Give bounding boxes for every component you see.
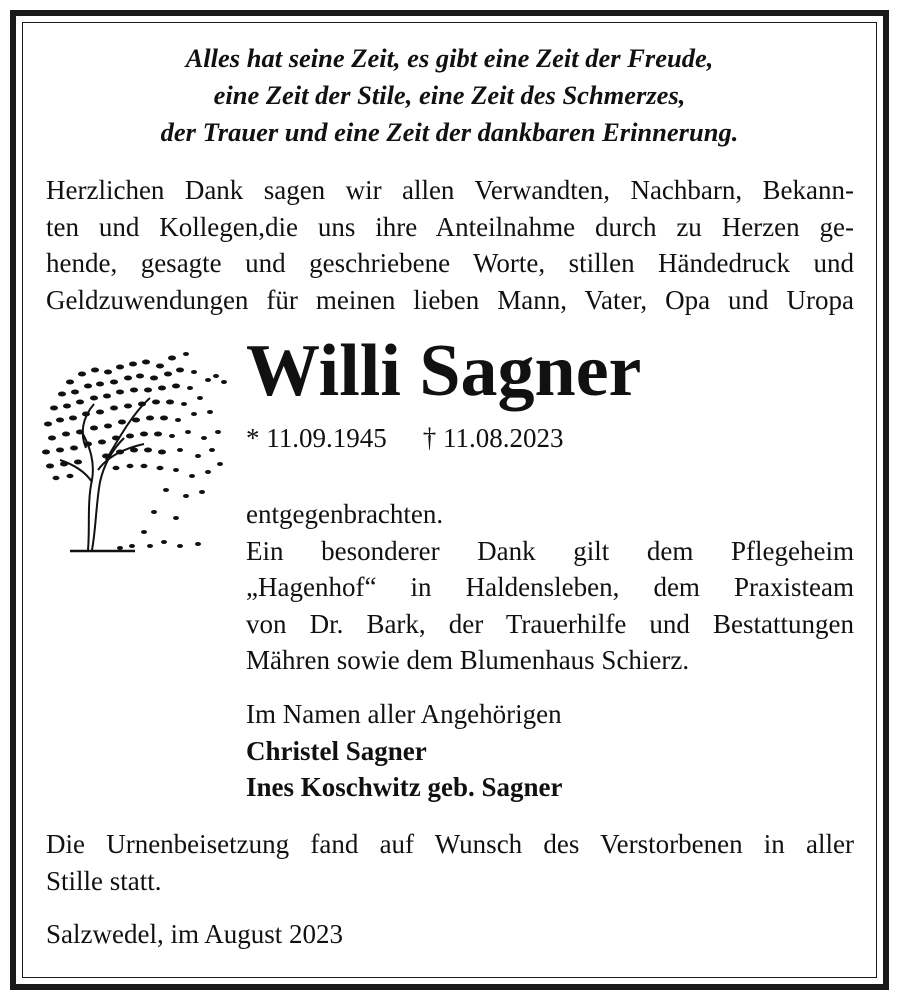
urn-notice <box>46 826 854 899</box>
signature-block <box>246 696 563 806</box>
urn-line: Die Urnenbeisetzung fand auf Wunsch des Verstorbenen in aller <box>46 829 854 859</box>
motto-line: der Trauer und eine Zeit der dankbaren Erinnerung. <box>160 117 739 147</box>
birth-date: * 11.09.1945 <box>246 423 387 453</box>
thanks-continuation <box>246 496 854 679</box>
body-line: von Dr. Bark, der Trauerhilfe und Bestattungen <box>246 608 854 639</box>
thanks-paragraph <box>46 172 854 318</box>
motto <box>30 40 869 151</box>
thanks-line: ten und Kollegen,die uns ihre Anteilnahme durch zu Herzen ge- <box>46 211 854 242</box>
urn-line: Stille statt. <box>46 865 162 896</box>
motto-line: eine Zeit der Stile, eine Zeit des Schmerzes, <box>213 80 686 110</box>
motto-line: Alles hat seine Zeit, es gibt eine Zeit der Freude, <box>185 43 714 73</box>
body-line: Ein besonderer Dank gilt dem Pflegeheim <box>246 535 854 566</box>
place-date: Salzwedel, im August 2023 <box>46 919 343 949</box>
thanks-line: Geldzuwendungen für meinen lieben Mann, Vater, Opa und Uropa <box>46 284 854 315</box>
signatory-name: Ines Koschwitz geb. Sagner <box>246 772 563 802</box>
body-line: „Hagenhof“ in Haldensleben, dem Praxisteam <box>246 572 854 602</box>
thanks-line: Herzlichen Dank sagen wir allen Verwandten, Nachbarn, Bekann- <box>46 175 854 205</box>
body-line: Mähren sowie dem Blumenhaus Schierz. <box>246 645 690 675</box>
signature-intro: Im Namen aller Angehörigen <box>246 699 562 729</box>
body-line: entgegenbrachten. <box>246 499 444 529</box>
deceased-name: Willi Sagner <box>246 330 642 412</box>
death-date: † 11.08.2023 <box>422 423 564 453</box>
signatory-name: Christel Sagner <box>246 735 427 766</box>
thanks-line: hende, gesagte und geschriebene Worte, stillen Händedruck und <box>46 248 854 278</box>
tree-illustration <box>40 352 230 562</box>
life-dates <box>246 420 564 456</box>
